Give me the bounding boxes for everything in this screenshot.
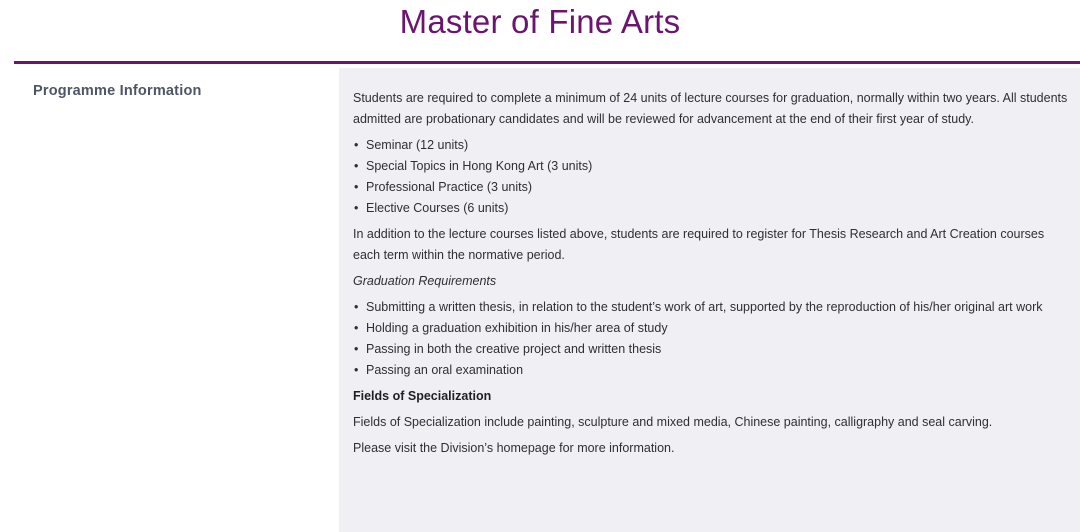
list-item: • Elective Courses (6 units): [353, 198, 1068, 219]
course-list: [353, 135, 1068, 219]
section-label: Programme Information: [33, 83, 202, 99]
specialization-heading: Fields of Specialization: [353, 389, 492, 403]
title-divider: [14, 61, 1080, 64]
graduation-list: [353, 297, 1068, 381]
footer-paragraph: Please visit the Division’s homepage for more information.: [353, 441, 675, 455]
list-item: • Passing in both the creative project and written thesis: [353, 339, 1068, 360]
additional-info-paragraph: In addition to the lecture courses listed above, students are required to register for Thesis Research and Art Creation courses each term within the normative period.: [353, 227, 1045, 262]
list-item: • Professional Practice (3 units): [353, 177, 1068, 198]
list-item: • Special Topics in Hong Kong Art (3 units): [353, 156, 1068, 177]
page-title: Master of Fine Arts: [399, 3, 681, 40]
intro-paragraph: Students are required to complete a minimum of 24 units of lecture courses for graduation, normally within two years. All students admitted are probationary candidates and will be reviewed for advancement at the end of their first year of study.: [353, 91, 1068, 126]
list-item: • Seminar (12 units): [353, 135, 1068, 156]
list-item: • Holding a graduation exhibition in his/her area of study: [353, 318, 1068, 339]
specialization-paragraph: Fields of Specialization include painting, sculpture and mixed media, Chinese painting, calligraphy and seal carving.: [353, 415, 993, 429]
list-item: • Submitting a written thesis, in relation to the student’s work of art, supported by the reproduction of his/her original art work: [353, 297, 1068, 318]
graduation-heading: Graduation Requirements: [353, 274, 497, 288]
list-item: • Passing an oral examination: [353, 360, 1068, 381]
programme-body: [353, 88, 1068, 464]
